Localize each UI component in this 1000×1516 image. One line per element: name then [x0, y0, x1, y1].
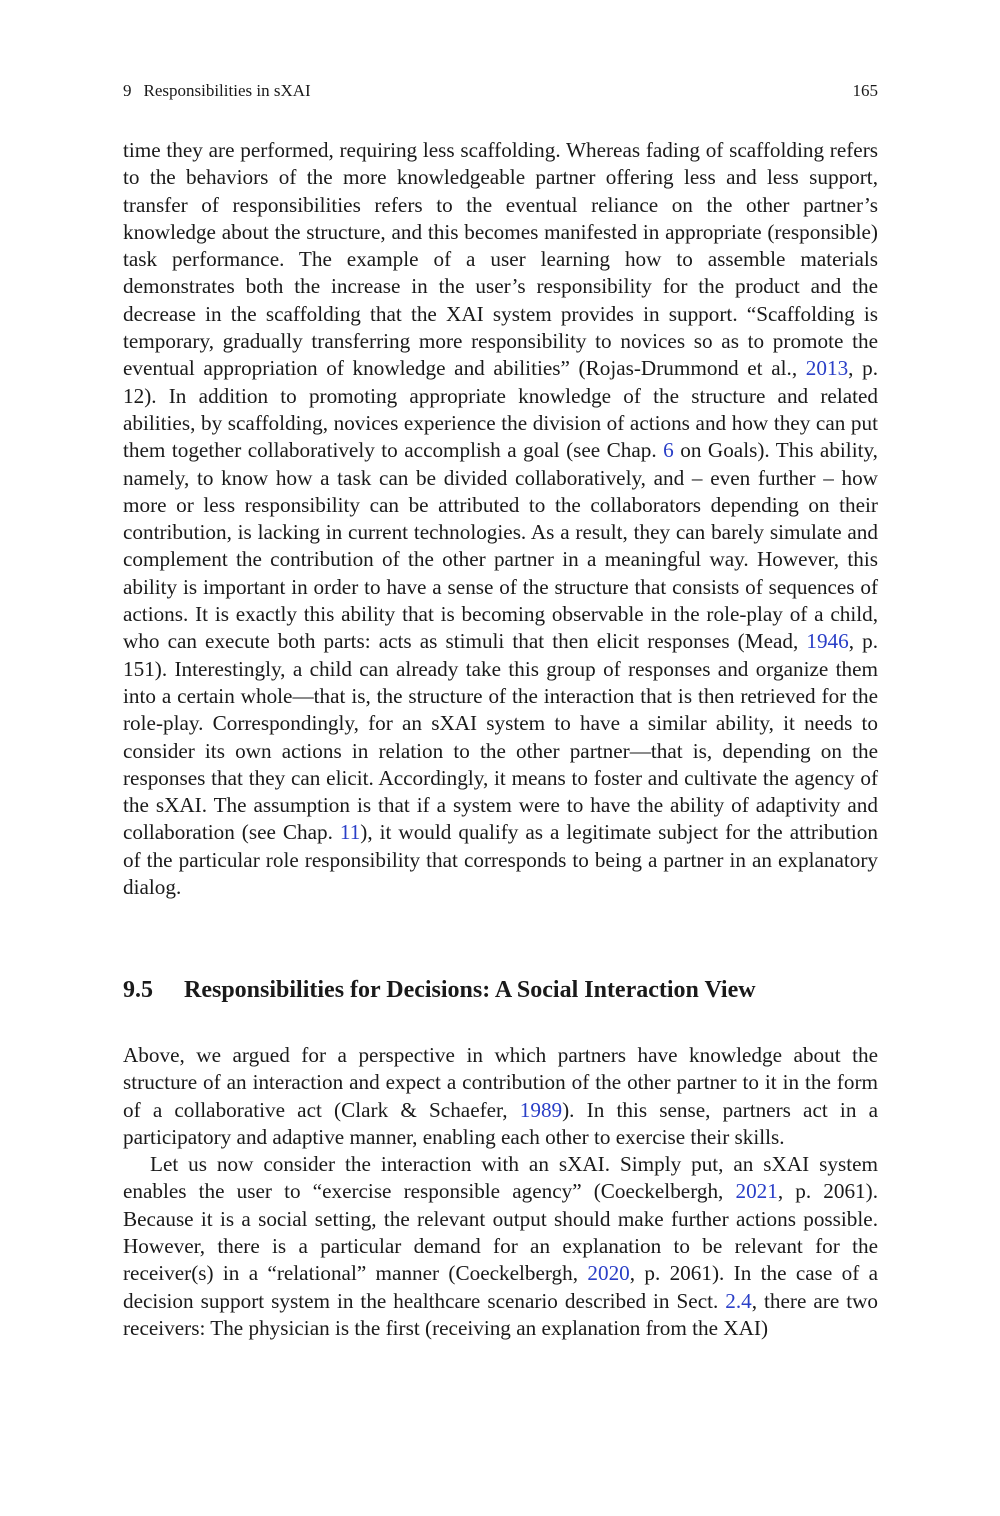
text-run: , there are two receivers: The physician is the first (receiving an explanation from the XAI)	[123, 1288, 878, 1340]
citation-link-1946[interactable]: 1946	[806, 629, 849, 654]
text-run: on Goals). This ability, namely, to know how a task can be divided collaboratively, and – even further – how more or less responsibility can be attributed to the collaborators depending on their contribution, is lacking in current technologies. As a result, they can barely simulate and complement the contribution of the other partner in a meaningful way. However, this ability is important in order to have a sense of the structure that consists of sequences of actions. It is exactly this ability that is becoming observable in the role-play of a child, who can execute both parts: acts as stimuli that then elicit responses (Mead,	[123, 438, 878, 654]
text-run: , p. 2061). Because it is a social setting, the relevant output should make further actions possible. However, there is a particular demand for an explanation to be relevant for the receiver(s) in a “relational” manner (Coeckelbergh,	[123, 1179, 878, 1286]
chapter-number: 9	[123, 81, 132, 100]
section-title: Responsibilities for Decisions: A Social Interaction View	[184, 977, 756, 1003]
paragraph-sxai-interaction	[123, 1151, 878, 1342]
running-head	[123, 80, 878, 102]
section-heading	[123, 975, 878, 1005]
chapter-link-6[interactable]: 6	[663, 438, 674, 463]
citation-link-1989[interactable]: 1989	[519, 1097, 563, 1122]
text-run: time they are performed, requiring less scaffolding. Whereas fading of scaffolding refers to the behaviors of the more knowledgeable partner offering less and less support, transfer of responsibilities refers to the eventual reliance on the other partner’s knowledge about the structure, and this becomes manifested in appropriate (responsible) task performance. The example of a user learning how to assemble materials demonstrates both the increase in the user’s responsibility for the product and the decrease in the scaffolding that the XAI system provides in support. “Scaffolding is temporary, gradually transferring more responsibility to novices so as to promote the eventual appropriation of knowledge and abilities” (Rojas-Drummond et al.,	[123, 138, 878, 381]
section-link-2-4[interactable]: 2.4	[725, 1288, 752, 1313]
text-run: , p. 2061). In the case of a decision support system in the healthcare scenario described in Sect.	[123, 1261, 878, 1313]
text-run: Let us now consider the interaction with an sXAI. Simply put, an sXAI system enables the user to “exercise responsible agency” (Coeckelbergh,	[123, 1152, 878, 1204]
page-number: 165	[852, 81, 878, 100]
citation-link-2013[interactable]: 2013	[805, 356, 849, 381]
text-run: ), it would qualify as a legitimate subject for the attribution of the particular role responsibility that corresponds to being a partner in an explanatory dialog.	[123, 820, 878, 900]
citation-link-2021[interactable]: 2021	[735, 1179, 778, 1204]
section-body	[123, 1042, 878, 1342]
paragraph-text	[123, 137, 878, 901]
text-run: , p. 151). Interestingly, a child can already take this group of responses and organize them into a certain whole—that is, the structure of the interaction that is then retrieved for the role-play. Correspondingly, for an sXAI system to have a similar ability, it needs to consider its own actions in relation to the other partner—that is, depending on the responses that they can elicit. Accordingly, it means to foster and cultivate the agency of the sXAI. The assumption is that if a system were to have the ability of adaptivity and collaboration (see Chap.	[123, 629, 878, 845]
section-number: 9.5	[123, 977, 153, 1003]
text-run: , p. 12). In addition to promoting appropriate knowledge of the structure and related abilities, by scaffolding, novices experience the division of actions and how they can put them together collaboratively to accomplish a goal (see Chap.	[123, 356, 879, 463]
citation-link-2020[interactable]: 2020	[587, 1261, 630, 1286]
running-head-chapter	[123, 80, 311, 102]
paragraph-scaffolding	[123, 137, 878, 901]
text-run: Above, we argued for a perspective in which partners have knowledge about the structure of an interaction and expect a contribution of the other partner to it in the form of a collaborative act (Clark & Schaefer,	[123, 1043, 878, 1122]
chapter-link-11[interactable]: 11	[339, 820, 361, 845]
paragraph-collaborative-act	[123, 1042, 878, 1151]
chapter-title: Responsibilities in sXAI	[143, 81, 311, 100]
text-run: ). In this sense, partners act in a participatory and adaptive manner, enabling each other to exercise their skills.	[123, 1097, 878, 1149]
